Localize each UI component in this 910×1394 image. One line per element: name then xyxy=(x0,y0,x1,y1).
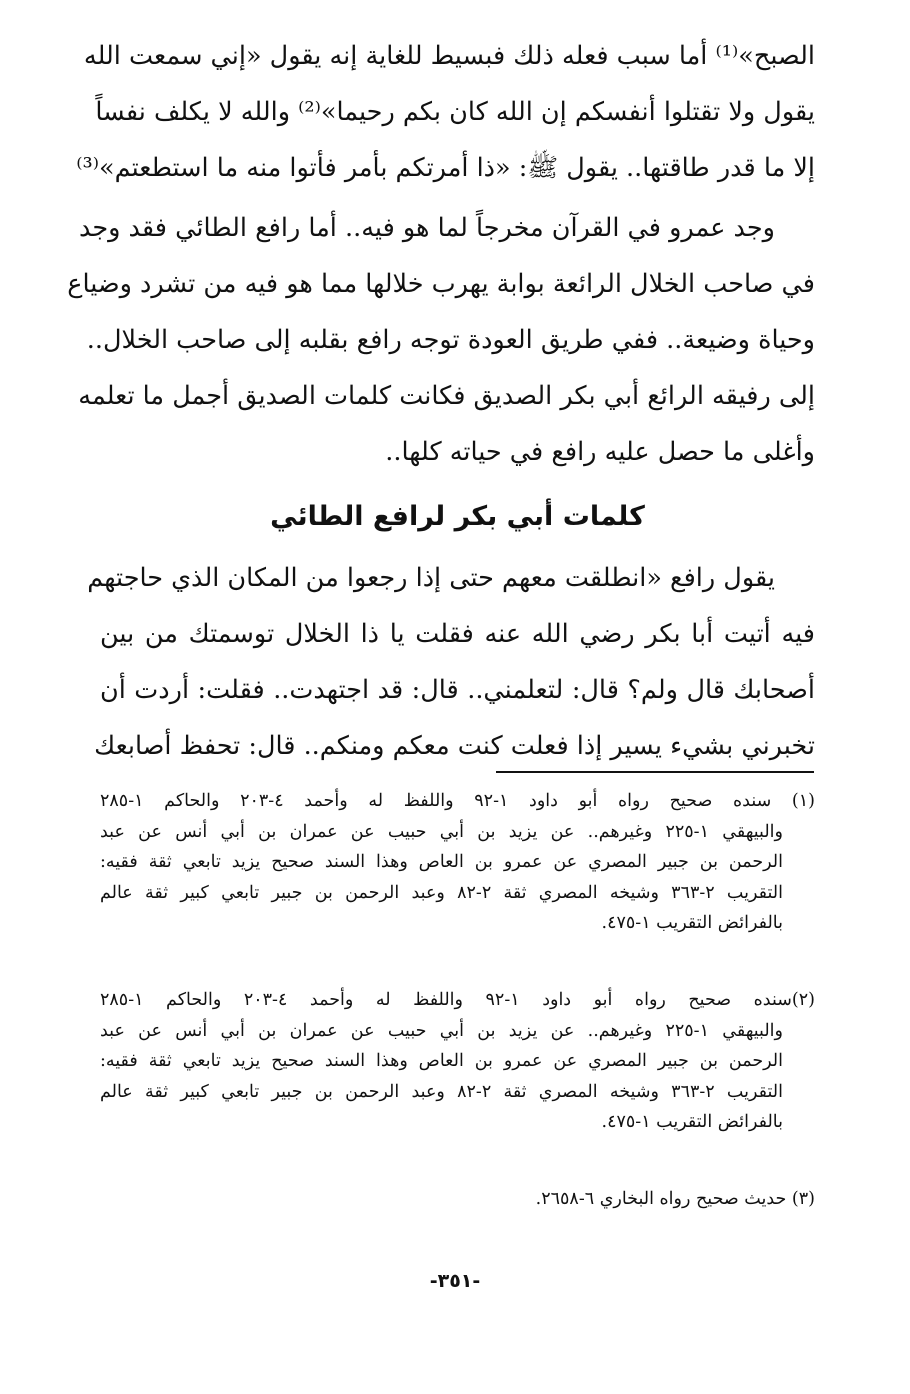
footnote-line: والبيهقي ١-٢٢٥ وغيرهم.. عن يزيد بن أبي حبيب عن عمران بن أبي أنس عن عبد xyxy=(100,1020,783,1041)
footnote-line: بالفرائض التقريب ١-٤٧٥. xyxy=(601,1112,783,1132)
paragraph-line: تخبرني بشيء يسير إذا فعلت كنت معكم ومنكم.. قال: تحفظ أصابعك xyxy=(94,731,815,761)
paragraph-3 xyxy=(87,550,815,774)
page-number: -٣٥١- xyxy=(429,1270,481,1292)
paragraph-line: فيه أتيت أبا بكر رضي الله عنه فقلت يا ذا الخلال توسمتك من بين xyxy=(100,619,815,649)
footnote-line: والبيهقي ١-٢٢٥ وغيرهم.. عن يزيد بن أبي حبيب عن عمران بن أبي أنس عن عبد xyxy=(100,821,783,842)
paragraph-line: وحياة وضيعة.. ففي طريق العودة توجه رافع بقلبه إلى صاحب الخلال.. xyxy=(86,325,815,355)
footnote-line: بالفرائض التقريب ١-٤٧٥. xyxy=(601,913,783,933)
footnote-divider xyxy=(496,771,814,773)
paragraph-line: أصحابك قال ولم؟ قال: لتعلمني.. قال: قد اجتهدت.. فقلت: أردت أن xyxy=(100,675,815,705)
footnote-line: (٣) حديث صحيح رواه البخاري ٦-٢٦٥٨. xyxy=(535,1189,815,1209)
section-heading: كلمات أبي بكر لرافع الطائي xyxy=(270,501,645,532)
paragraph-line: وجد عمرو في القرآن مخرجاً لما هو فيه.. أما رافع الطائي فقد وجد xyxy=(78,213,775,243)
paragraph-line: يقول رافع «انطلقت معهم حتى إذا رجعوا من المكان الذي حاجتهم xyxy=(87,563,775,593)
footnote-line: التقريب ٢-٣٦٣ وشيخه المصري ثقة ٢-٨٢ وعبد الرحمن بن جبير تابعي كبير ثقة عالم xyxy=(100,882,783,903)
paragraph-line: وأغلى ما حصل عليه رافع في حياته كلها.. xyxy=(385,437,815,467)
paragraph-line: يقول ولا تقتلوا أنفسكم إن الله كان بكم رحيما»⁽²⁾ والله لا يكلف نفساً xyxy=(95,97,815,127)
paragraph-line: في صاحب الخلال الرائعة بوابة يهرب خلالها مما هو فيه من تشرد وضياع xyxy=(67,269,815,299)
footnote-2 xyxy=(100,985,815,1138)
paragraph-2 xyxy=(67,200,815,480)
paragraph-line: إلا ما قدر طاقتها.. يقول ﷺ: «ذا أمرتكم بأمر فأتوا منه ما استطعتم»⁽³⁾ xyxy=(76,153,815,183)
footnote-line: الرحمن بن جبير المصري عن عمرو بن العاص وهذا السند صحيح يزيد تابعي ثقة فقيه: xyxy=(100,1051,783,1071)
paragraph-line: إلى رفيقه الرائع أبي بكر الصديق فكانت كلمات الصديق أجمل ما تعلمه xyxy=(78,381,815,411)
footnote-line: الرحمن بن جبير المصري عن عمرو بن العاص وهذا السند صحيح يزيد تابعي ثقة فقيه: xyxy=(100,852,783,872)
footnote-line: (٢)سنده صحيح رواه أبو داود ١-٩٢ واللفظ له وأحمد ٤-٢٠٣ والحاكم ١-٢٨٥ xyxy=(100,990,815,1010)
footnote-3 xyxy=(100,1184,815,1215)
paragraph-line: الصبح»⁽¹⁾ أما سبب فعله ذلك فبسيط للغاية إنه يقول «إني سمعت الله xyxy=(83,41,815,71)
footnote-line: التقريب ٢-٣٦٣ وشيخه المصري ثقة ٢-٨٢ وعبد الرحمن بن جبير تابعي كبير ثقة عالم xyxy=(100,1081,783,1102)
footnote-line: (١) سنده صحيح رواه أبو داود ١-٩٢ واللفظ له وأحمد ٤-٢٠٣ والحاكم ١-٢٨٥ xyxy=(100,791,815,811)
paragraph-1 xyxy=(76,28,815,196)
footnote-1 xyxy=(100,786,815,939)
